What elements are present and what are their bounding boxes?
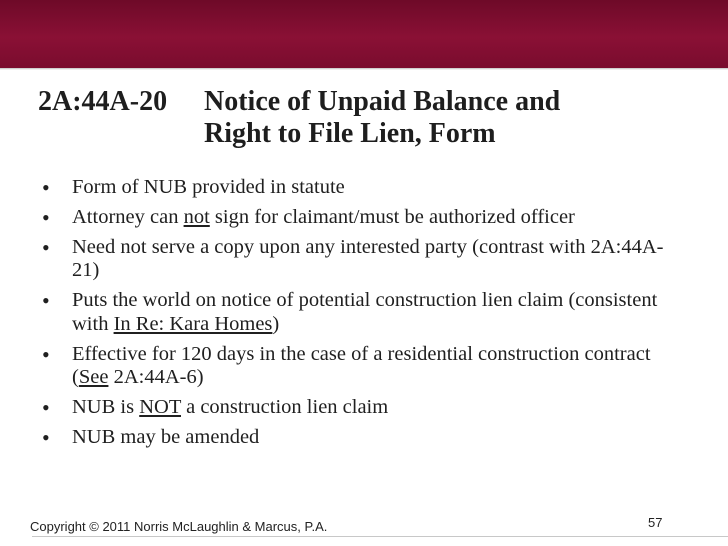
bullet-underlined-text: NOT [139, 396, 181, 419]
bullet-icon: • [42, 425, 50, 451]
bullet-icon: • [42, 175, 50, 200]
bullet-item [34, 396, 684, 420]
header-band [0, 0, 728, 68]
header-band-shadow [0, 68, 728, 70]
bullet-list [34, 176, 684, 456]
footer-divider [32, 536, 728, 537]
bullet-icon: • [42, 341, 50, 367]
bullet-text-pre: NUB is [72, 396, 140, 419]
title-statute-code: 2A:44A-20 [38, 86, 168, 117]
bullet-underlined-text: not [183, 205, 210, 228]
title-line-2: Right to File Lien, Form [204, 118, 496, 149]
bullet-text-post: ) [272, 312, 280, 335]
bullet-item [34, 176, 684, 200]
case-citation-link: In Re: Kara Homes [113, 312, 273, 335]
bullet-text: Need not serve a copy upon any interested party (contrast with 2A:44A-21) [72, 235, 664, 282]
bullet-icon: • [42, 395, 50, 421]
bullet-icon: • [42, 288, 50, 314]
page-number: 57 [648, 515, 663, 530]
bullet-text-pre: Puts the world on notice of potential construction lien claim (consistent with [72, 289, 658, 335]
bullet-icon: • [42, 234, 50, 260]
bullet-underlined-text: See [78, 366, 109, 389]
bullet-text-post: 2A:44A-6) [108, 366, 204, 389]
bullet-icon: • [42, 204, 50, 230]
bullet-text-post: a construction lien claim [180, 396, 389, 419]
bullet-item [34, 289, 684, 336]
bullet-text-pre: Attorney can [72, 205, 184, 228]
bullet-item [34, 343, 684, 390]
bullet-item [34, 426, 684, 450]
bullet-text-post: sign for claimant/must be authorized officer [209, 205, 575, 228]
bullet-text: NUB may be amended [72, 426, 260, 449]
title-line-1: Notice of Unpaid Balance and [204, 86, 561, 117]
bullet-text: Form of NUB provided in statute [72, 176, 345, 198]
bullet-text-pre: Effective for 120 days in the case of a residential construction contract ( [72, 342, 651, 389]
bullet-item [34, 236, 684, 283]
bullet-item [34, 206, 684, 230]
title-text [204, 86, 684, 150]
footer-copyright: Copyright © 2011 Norris McLaughlin & Marcus, P.A. [30, 519, 328, 534]
